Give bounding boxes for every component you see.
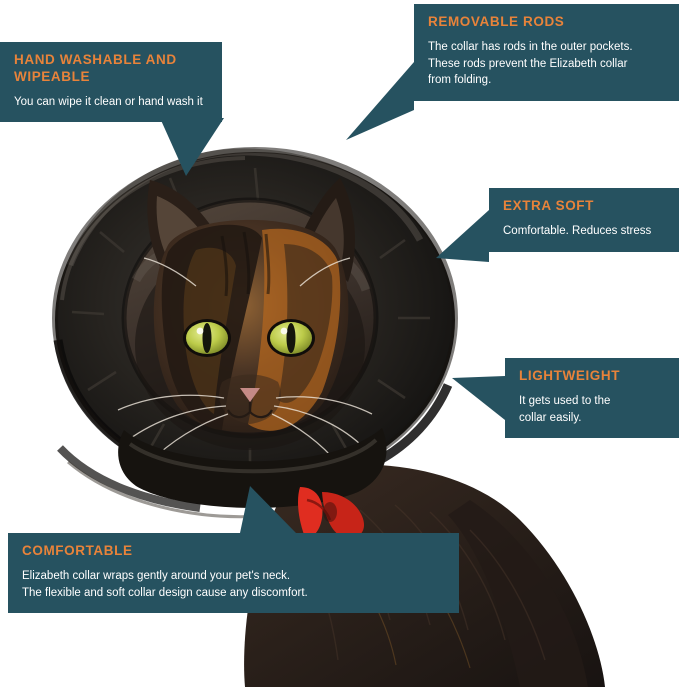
callout-line: Comfortable. Reduces stress [503,224,652,237]
callout-body [503,223,666,240]
callout-body [428,39,666,89]
callout-comfortable [8,533,459,613]
callout-body [14,94,208,111]
callout-line: collar easily. [519,411,582,424]
callout-line: It gets used to the [519,394,611,407]
callout-removable-rods [414,4,679,101]
callout-line: The collar has rods in the outer pockets. [428,40,633,53]
callout-line: These rods prevent the Elizabeth collar [428,57,628,70]
callout-title: EXTRA SOFT [503,198,595,213]
callout-title: HAND WASHABLE AND WIPEABLE [14,52,177,84]
callout-title: COMFORTABLE [22,543,133,558]
callout-line: Elizabeth collar wraps gently around your pet's neck. [22,569,291,582]
callout-line: The flexible and soft collar design cause any discomfort. [22,586,308,599]
callout-hand-washable [0,42,222,122]
callout-lightweight [505,358,679,438]
callout-body [22,568,445,601]
callout-body [519,393,666,426]
callout-line: from folding. [428,74,492,87]
callout-title: LIGHTWEIGHT [519,368,621,383]
callout-title: REMOVABLE RODS [428,14,565,29]
callout-line: You can wipe it clean or hand wash it [14,95,203,108]
callout-extra-soft [489,188,679,252]
